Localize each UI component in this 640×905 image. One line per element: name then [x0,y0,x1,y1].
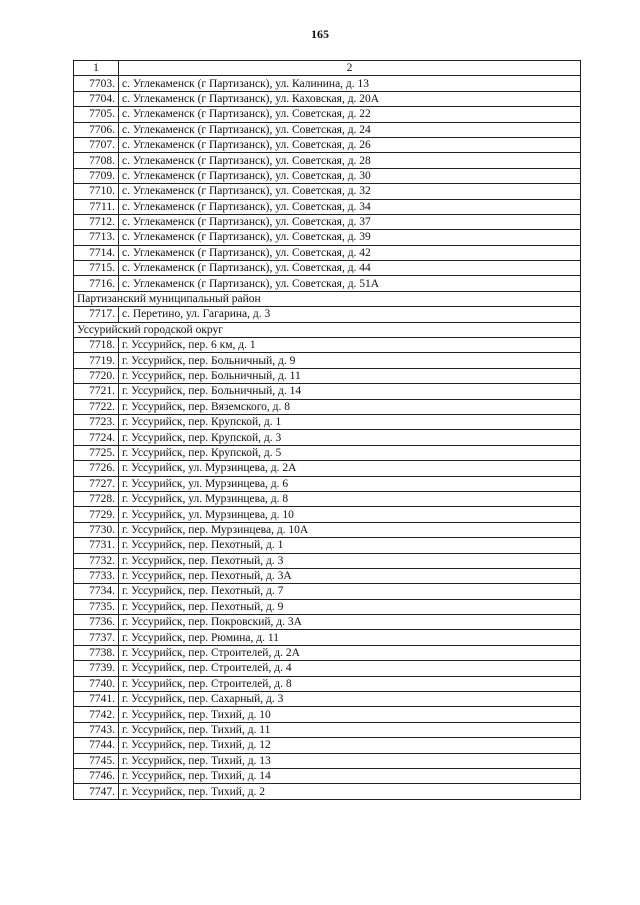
row-address: г. Уссурийск, пер. Вяземского, д. 8 [119,399,581,414]
row-address: с. Углекаменск (г Партизанск), ул. Советская, д. 28 [119,153,581,168]
row-number: 7740. [74,676,119,691]
table-row [74,353,581,368]
row-number: 7741. [74,692,119,707]
row-address: с. Углекаменск (г Партизанск), ул. Советская, д. 51А [119,276,581,291]
table-row [74,122,581,137]
row-address: г. Уссурийск, ул. Мурзинцева, д. 10 [119,507,581,522]
table-row [74,461,581,476]
row-number: 7743. [74,722,119,737]
table-header-row [74,61,581,76]
row-number: 7739. [74,661,119,676]
row-number: 7710. [74,184,119,199]
row-address: г. Уссурийск, пер. Пехотный, д. 7 [119,584,581,599]
row-number: 7704. [74,91,119,106]
row-number: 7723. [74,414,119,429]
row-address: с. Углекаменск (г Партизанск), ул. Калинина, д. 13 [119,76,581,91]
row-number: 7715. [74,261,119,276]
row-number: 7722. [74,399,119,414]
row-address: г. Уссурийск, пер. Строителей, д. 2А [119,645,581,660]
row-address: г. Уссурийск, пер. Мурзинцева, д. 10А [119,522,581,537]
row-number: 7725. [74,445,119,460]
row-number: 7714. [74,245,119,260]
row-number: 7711. [74,199,119,214]
section-title: Партизанский муниципальный район [74,291,581,306]
table-row [74,261,581,276]
row-address: г. Уссурийск, пер. 6 км, д. 1 [119,338,581,353]
row-address: с. Углекаменск (г Партизанск), ул. Советская, д. 44 [119,261,581,276]
column-header-address: 2 [119,61,581,76]
table-row [74,399,581,414]
row-number: 7746. [74,768,119,783]
table-row [74,522,581,537]
row-number: 7730. [74,522,119,537]
row-address: с. Углекаменск (г Партизанск), ул. Советская, д. 42 [119,245,581,260]
row-address: г. Уссурийск, пер. Тихий, д. 13 [119,753,581,768]
table-row [74,153,581,168]
row-address: г. Уссурийск, пер. Крупской, д. 5 [119,445,581,460]
row-address: г. Уссурийск, пер. Сахарный, д. 3 [119,692,581,707]
table-row [74,368,581,383]
table-row [74,568,581,583]
table-row [74,722,581,737]
table-row [74,430,581,445]
row-address: г. Уссурийск, пер. Крупской, д. 1 [119,414,581,429]
row-address: с. Перетино, ул. Гагарина, д. 3 [119,307,581,322]
row-number: 7728. [74,491,119,506]
row-address: г. Уссурийск, пер. Рюмина, д. 11 [119,630,581,645]
section-row [74,291,581,306]
row-address: с. Углекаменск (г Партизанск), ул. Советская, д. 24 [119,122,581,137]
row-address: г. Уссурийск, пер. Пехотный, д. 1 [119,538,581,553]
table-row [74,784,581,799]
row-number: 7737. [74,630,119,645]
table-row [74,692,581,707]
row-address: г. Уссурийск, пер. Строителей, д. 8 [119,676,581,691]
table-row [74,738,581,753]
table-row [74,491,581,506]
table-row [74,107,581,122]
table-row [74,599,581,614]
table-row [74,553,581,568]
page-number: 165 [311,27,329,41]
table-row [74,384,581,399]
table-row [74,91,581,106]
row-number: 7713. [74,230,119,245]
table-row [74,645,581,660]
row-address: г. Уссурийск, пер. Строителей, д. 4 [119,661,581,676]
table-row [74,214,581,229]
row-number: 7727. [74,476,119,491]
table-row [74,584,581,599]
table-row [74,768,581,783]
table-row [74,676,581,691]
row-number: 7724. [74,430,119,445]
row-address: с. Углекаменск (г Партизанск), ул. Советская, д. 37 [119,214,581,229]
table-row [74,630,581,645]
row-address: г. Уссурийск, пер. Тихий, д. 14 [119,768,581,783]
row-address: с. Углекаменск (г Партизанск), ул. Советская, д. 30 [119,168,581,183]
table-row [74,168,581,183]
row-number: 7734. [74,584,119,599]
row-number: 7744. [74,738,119,753]
row-address: г. Уссурийск, пер. Больничный, д. 11 [119,368,581,383]
row-address: г. Уссурийск, пер. Пехотный, д. 3А [119,568,581,583]
row-address: г. Уссурийск, ул. Мурзинцева, д. 8 [119,491,581,506]
row-number: 7729. [74,507,119,522]
section-row [74,322,581,337]
row-address: г. Уссурийск, ул. Мурзинцева, д. 2А [119,461,581,476]
table-row [74,707,581,722]
row-address: г. Уссурийск, пер. Больничный, д. 9 [119,353,581,368]
row-number: 7705. [74,107,119,122]
row-number: 7735. [74,599,119,614]
row-number: 7726. [74,461,119,476]
row-address: г. Уссурийск, пер. Тихий, д. 10 [119,707,581,722]
table-row [74,307,581,322]
row-number: 7742. [74,707,119,722]
table-row [74,507,581,522]
row-number: 7721. [74,384,119,399]
row-address: с. Углекаменск (г Партизанск), ул. Советская, д. 22 [119,107,581,122]
row-number: 7738. [74,645,119,660]
address-table [73,60,581,800]
table-row [74,445,581,460]
row-number: 7706. [74,122,119,137]
table-row [74,414,581,429]
row-address: г. Уссурийск, пер. Пехотный, д. 9 [119,599,581,614]
row-number: 7736. [74,615,119,630]
row-number: 7712. [74,214,119,229]
row-address: с. Углекаменск (г Партизанск), ул. Советская, д. 26 [119,137,581,152]
table-row [74,245,581,260]
table-row [74,276,581,291]
row-address: г. Уссурийск, пер. Крупской, д. 3 [119,430,581,445]
table-row [74,753,581,768]
table-row [74,76,581,91]
row-number: 7703. [74,76,119,91]
table-row [74,230,581,245]
row-address: с. Углекаменск (г Партизанск), ул. Советская, д. 32 [119,184,581,199]
row-number: 7731. [74,538,119,553]
table-row [74,476,581,491]
section-title: Уссурийский городской округ [74,322,581,337]
row-number: 7719. [74,353,119,368]
row-number: 7716. [74,276,119,291]
row-address: г. Уссурийск, пер. Больничный, д. 14 [119,384,581,399]
row-number: 7717. [74,307,119,322]
row-number: 7747. [74,784,119,799]
row-address: с. Углекаменск (г Партизанск), ул. Каховская, д. 20А [119,91,581,106]
row-number: 7745. [74,753,119,768]
row-address: г. Уссурийск, пер. Тихий, д. 2 [119,784,581,799]
table-body [74,61,581,800]
row-address: с. Углекаменск (г Партизанск), ул. Советская, д. 39 [119,230,581,245]
row-number: 7707. [74,137,119,152]
row-address: с. Углекаменск (г Партизанск), ул. Советская, д. 34 [119,199,581,214]
row-number: 7708. [74,153,119,168]
table-row [74,137,581,152]
row-number: 7709. [74,168,119,183]
row-number: 7718. [74,338,119,353]
table-row [74,661,581,676]
row-number: 7720. [74,368,119,383]
row-address: г. Уссурийск, пер. Покровский, д. 3А [119,615,581,630]
row-address: г. Уссурийск, ул. Мурзинцева, д. 6 [119,476,581,491]
table-row [74,338,581,353]
column-header-number: 1 [74,61,119,76]
row-address: г. Уссурийск, пер. Пехотный, д. 3 [119,553,581,568]
row-address: г. Уссурийск, пер. Тихий, д. 11 [119,722,581,737]
row-number: 7733. [74,568,119,583]
table-row [74,199,581,214]
table-row [74,615,581,630]
row-address: г. Уссурийск, пер. Тихий, д. 12 [119,738,581,753]
row-number: 7732. [74,553,119,568]
table-row [74,184,581,199]
table-row [74,538,581,553]
